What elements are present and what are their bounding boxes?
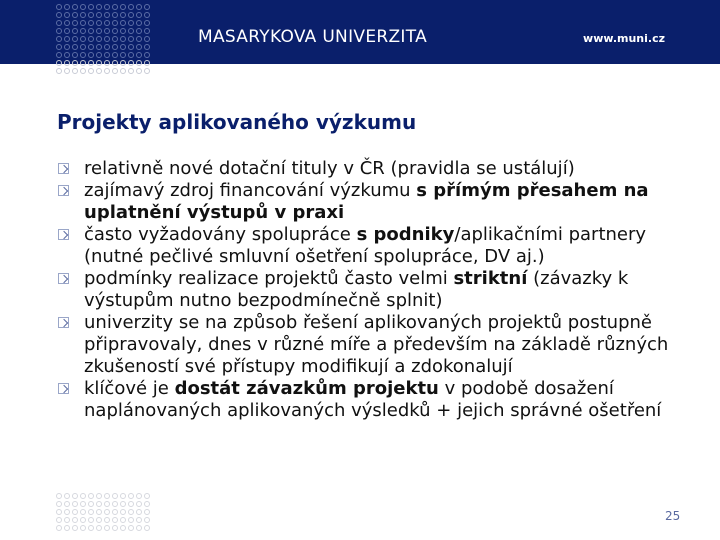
dot-shape (72, 20, 78, 26)
dot-shape (120, 517, 126, 523)
header-bar (0, 0, 720, 64)
dot-shape (144, 493, 150, 499)
bullet-arrow-icon (58, 317, 69, 328)
bullet-text-bold: striktní (453, 268, 528, 289)
dot-shape (88, 517, 94, 523)
dot-shape (96, 44, 102, 50)
bullet-text: (závazky k výstupům nutno bezpodmínečně splnit) (84, 268, 629, 311)
dot-shape (80, 20, 86, 26)
dot-shape (64, 493, 70, 499)
bullet-item (58, 312, 708, 378)
bullet-text-bold: s podniky (356, 224, 455, 245)
dot-shape (144, 52, 150, 58)
dot-shape (80, 52, 86, 58)
dot-shape (56, 28, 62, 34)
dot-shape (104, 517, 110, 523)
dot-shape (96, 36, 102, 42)
dot-shape (96, 68, 102, 74)
dot-shape (136, 509, 142, 515)
dot-shape (56, 493, 62, 499)
dot-shape (64, 68, 70, 74)
dot-shape (104, 509, 110, 515)
dot-shape (144, 12, 150, 18)
dot-shape (80, 44, 86, 50)
dot-shape (128, 52, 134, 58)
dot-shape (72, 493, 78, 499)
dot-shape (104, 68, 110, 74)
dot-shape (96, 52, 102, 58)
dot-shape (136, 525, 142, 531)
dot-shape (72, 4, 78, 10)
dot-shape (104, 20, 110, 26)
dot-shape (104, 525, 110, 531)
dot-shape (96, 60, 102, 66)
dot-shape (104, 44, 110, 50)
bullet-text: univerzity se na způsob řešení aplikovaných projektů postupně připravovaly, dnes v různé míře a především na základě různých zkušeností své přístupy modifikují a zdokonalují (84, 312, 669, 377)
dot-shape (112, 28, 118, 34)
dot-shape (144, 36, 150, 42)
dot-shape (120, 20, 126, 26)
dot-shape (72, 525, 78, 531)
dot-shape (64, 36, 70, 42)
bullet-item (58, 378, 708, 422)
dot-shape (112, 20, 118, 26)
dot-shape (72, 44, 78, 50)
dot-shape (104, 12, 110, 18)
dot-shape (56, 12, 62, 18)
dot-shape (56, 20, 62, 26)
bullet-item (58, 158, 708, 180)
dot-shape (96, 20, 102, 26)
dot-shape (80, 525, 86, 531)
dot-shape (64, 20, 70, 26)
dot-shape (80, 28, 86, 34)
dot-shape (96, 493, 102, 499)
dot-shape (88, 60, 94, 66)
dot-shape (56, 68, 62, 74)
dot-shape (120, 509, 126, 515)
bullet-text: klíčové je (84, 378, 175, 399)
dot-shape (112, 525, 118, 531)
dot-shape (112, 493, 118, 499)
dot-shape (72, 501, 78, 507)
dot-shape (144, 525, 150, 531)
dot-shape (72, 52, 78, 58)
dot-shape (80, 12, 86, 18)
bullet-list (58, 158, 708, 422)
dot-shape (64, 28, 70, 34)
dot-shape (128, 12, 134, 18)
bullet-text: zajímavý zdroj financování výzkumu (84, 180, 417, 201)
dot-shape (112, 12, 118, 18)
dot-shape (72, 509, 78, 515)
dot-shape (112, 501, 118, 507)
dot-shape (112, 36, 118, 42)
dot-shape (128, 36, 134, 42)
dot-shape (136, 4, 142, 10)
dot-shape (104, 52, 110, 58)
dot-shape (120, 4, 126, 10)
dot-shape (104, 60, 110, 66)
dot-shape (64, 4, 70, 10)
bullet-arrow-icon (58, 273, 69, 284)
dot-shape (96, 4, 102, 10)
dot-shape (120, 493, 126, 499)
dot-shape (80, 60, 86, 66)
dot-shape (128, 525, 134, 531)
dot-shape (120, 501, 126, 507)
dot-shape (144, 68, 150, 74)
dot-shape (88, 525, 94, 531)
slide-title: Projekty aplikovaného výzkumu (57, 110, 417, 134)
dot-shape (80, 68, 86, 74)
dot-shape (136, 517, 142, 523)
dot-shape (88, 509, 94, 515)
dot-shape (56, 44, 62, 50)
dot-shape (136, 68, 142, 74)
dot-shape (120, 60, 126, 66)
dot-shape (128, 517, 134, 523)
dot-shape (80, 509, 86, 515)
dot-shape (120, 28, 126, 34)
dot-shape (56, 52, 62, 58)
dot-shape (88, 4, 94, 10)
dot-shape (64, 525, 70, 531)
dot-shape (72, 60, 78, 66)
dot-shape (56, 525, 62, 531)
dot-shape (104, 4, 110, 10)
dot-shape (128, 28, 134, 34)
dot-shape (88, 501, 94, 507)
bullet-text: často vyžadovány spolupráce (84, 224, 357, 245)
dot-shape (144, 517, 150, 523)
dot-shape (88, 12, 94, 18)
dot-shape (64, 44, 70, 50)
dot-shape (96, 12, 102, 18)
footer-dot-pattern (56, 493, 150, 531)
bullet-arrow-icon (58, 185, 69, 196)
dot-shape (144, 44, 150, 50)
dot-shape (64, 501, 70, 507)
dot-shape (120, 52, 126, 58)
bullet-text-bold: dostát závazkům projektu (174, 378, 439, 399)
dot-shape (80, 493, 86, 499)
dot-shape (88, 36, 94, 42)
dot-shape (88, 68, 94, 74)
dot-shape (128, 44, 134, 50)
dot-shape (144, 20, 150, 26)
dot-shape (64, 517, 70, 523)
bullet-arrow-icon (58, 163, 69, 174)
dot-shape (144, 60, 150, 66)
dot-shape (80, 36, 86, 42)
page-number: 25 (665, 509, 681, 523)
dot-shape (136, 493, 142, 499)
bullet-text-bold: s přímým přesahem na uplatnění výstupů v praxi (84, 180, 649, 223)
dot-shape (112, 4, 118, 10)
dot-shape (72, 12, 78, 18)
dot-shape (136, 60, 142, 66)
dot-shape (144, 509, 150, 515)
dot-shape (144, 28, 150, 34)
dot-shape (104, 501, 110, 507)
dot-shape (136, 52, 142, 58)
dot-shape (72, 68, 78, 74)
university-url: www.muni.cz (583, 32, 665, 45)
bullet-text: podmínky realizace projektů často velmi (84, 268, 454, 289)
dot-shape (96, 501, 102, 507)
dot-shape (136, 12, 142, 18)
dot-shape (112, 509, 118, 515)
dot-shape (56, 60, 62, 66)
dot-shape (88, 28, 94, 34)
dot-shape (120, 525, 126, 531)
dot-shape (136, 20, 142, 26)
dot-shape (72, 517, 78, 523)
dot-shape (128, 501, 134, 507)
dot-shape (64, 60, 70, 66)
dot-shape (88, 44, 94, 50)
dot-shape (56, 4, 62, 10)
dot-shape (112, 60, 118, 66)
dot-shape (136, 28, 142, 34)
dot-shape (144, 501, 150, 507)
bullet-item (58, 268, 708, 312)
dot-shape (128, 20, 134, 26)
dot-shape (120, 12, 126, 18)
university-name: MASARYKOVA UNIVERZITA (198, 27, 428, 47)
dot-shape (88, 20, 94, 26)
dot-shape (128, 509, 134, 515)
dot-shape (96, 517, 102, 523)
dot-shape (56, 501, 62, 507)
dot-shape (128, 60, 134, 66)
dot-shape (120, 36, 126, 42)
dot-shape (104, 28, 110, 34)
bullet-text: v podobě dosažení naplánovaných aplikovaných výsledků + jejich správné ošetření (84, 378, 662, 421)
dot-shape (144, 4, 150, 10)
dot-shape (112, 52, 118, 58)
dot-shape (72, 28, 78, 34)
bullet-arrow-icon (58, 229, 69, 240)
dot-shape (120, 68, 126, 74)
dot-shape (64, 52, 70, 58)
dot-shape (128, 68, 134, 74)
logo-dot-pattern (56, 4, 150, 74)
dot-shape (112, 44, 118, 50)
dot-shape (96, 525, 102, 531)
dot-shape (136, 501, 142, 507)
dot-shape (104, 36, 110, 42)
dot-shape (96, 28, 102, 34)
dot-shape (136, 44, 142, 50)
dot-shape (96, 509, 102, 515)
dot-shape (56, 509, 62, 515)
dot-shape (104, 493, 110, 499)
dot-shape (128, 493, 134, 499)
dot-shape (136, 36, 142, 42)
bullet-arrow-icon (58, 383, 69, 394)
dot-shape (112, 517, 118, 523)
bullet-item (58, 224, 708, 268)
bullet-text: relativně nové dotační tituly v ČR (pravidla se ustálují) (84, 158, 575, 179)
dot-shape (56, 517, 62, 523)
dot-shape (88, 52, 94, 58)
dot-shape (56, 36, 62, 42)
bullet-text: /aplikačními partnery (nutné pečlivé smluvní ošetření spolupráce, DV aj.) (84, 224, 647, 267)
dot-shape (120, 44, 126, 50)
dot-shape (112, 68, 118, 74)
dot-shape (80, 517, 86, 523)
dot-shape (80, 501, 86, 507)
dot-shape (128, 4, 134, 10)
bullet-item (58, 180, 708, 224)
dot-shape (64, 12, 70, 18)
dot-shape (80, 4, 86, 10)
dot-shape (72, 36, 78, 42)
dot-shape (88, 493, 94, 499)
dot-shape (64, 509, 70, 515)
